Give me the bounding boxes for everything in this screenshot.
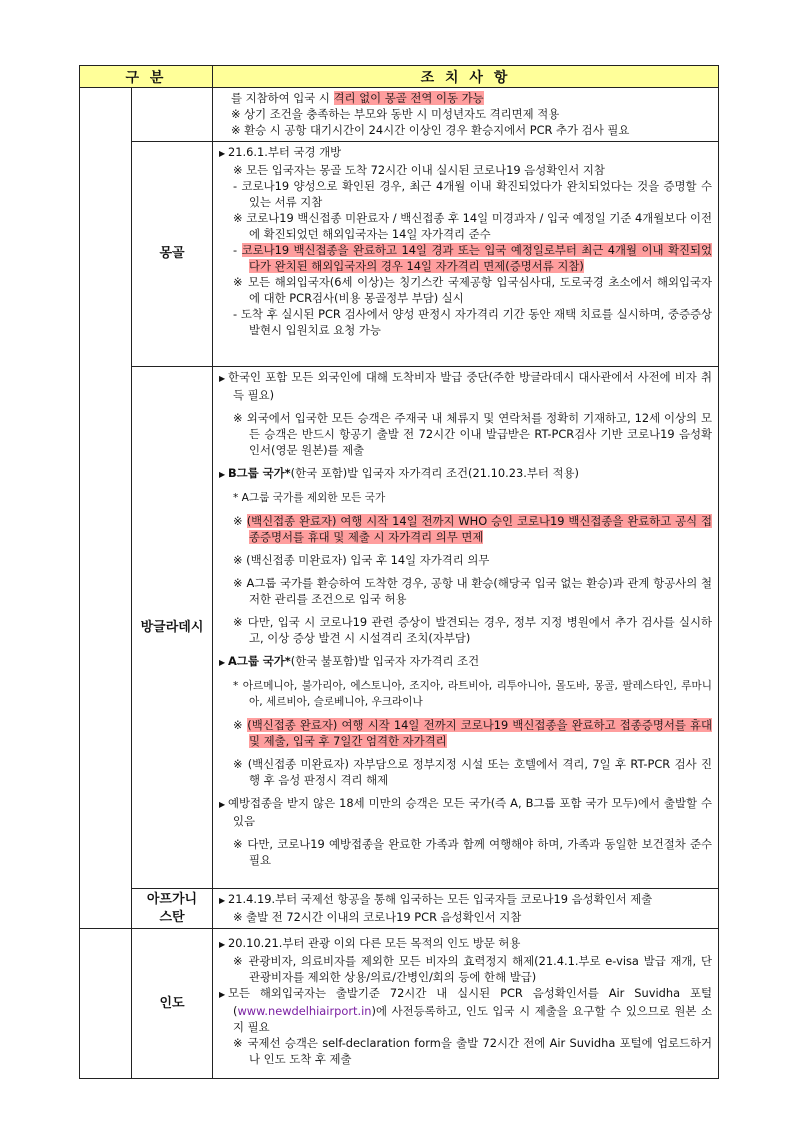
text: - 도착 후 실시된 PCR 검사에서 양성 판정시 자가격리 기간 동안 재택 치료를 실시하며, 중증증상 발현시 입원치료 요청 가능 (233, 307, 712, 337)
region-cell (80, 88, 132, 929)
text: ※ (백신접종 미완료자) 자부담으로 정부지정 시설 또는 호텔에서 격리, 7일 후 RT-PCR 검사 진행 후 음성 판정시 격리 해제 (233, 757, 712, 787)
header-category: 구 분 (80, 66, 213, 88)
table-row-mongolia (80, 142, 719, 367)
text: A그룹 국가* (228, 654, 291, 668)
text: ※ (백신접종 미완료자) 입국 후 14일 자가격리 의무 (233, 553, 490, 567)
text: - 코로나19 양성으로 확인된 경우, 최근 4개월 이내 확진되었다가 완치되었다는 것을 증명할 수 있는 서류 지참 (233, 179, 712, 209)
country-afghanistan (132, 889, 213, 929)
table-header (80, 66, 719, 88)
highlight: (백신접종 완료자) 여행 시작 14일 전까지 WHO 승인 코로나19 백신접종을 완료하고 공식 접종증명서를 휴대 및 제출 시 자가격리 의무 면제 (246, 514, 712, 544)
text: ※ 모든 입국자는 몽골 도착 72시간 이내 실시된 코로나19 음성확인서 지참 (233, 163, 605, 177)
text: 한국인 포함 모든 외국인에 대해 도착비자 발급 중단(주한 방글라데시 대사관에서 사전에 비자 취득 필요) (228, 370, 712, 402)
text: * 아르메니아, 불가리아, 에스토니아, 조지아, 라트비아, 리투아니아, 몰도바, 몽골, 팔레스타인, 루마니아, 세르비아, 슬로베니아, 우크라이나 (233, 680, 712, 708)
content-afghanistan (213, 889, 719, 929)
text: (한국 불포함)발 입국자 자가격리 조건 (290, 654, 480, 668)
text: ※ 국제선 승객은 self-declaration form을 출발 72시간 전에 Air Suvidha 포털에 업로드하거나 인도 도착 후 제출 (233, 1036, 712, 1066)
country-mongolia: 몽골 (132, 142, 213, 367)
text: (한국 포함)발 입국자 자가격리 조건(21.10.23.부터 적용) (290, 466, 579, 480)
content-mongolia (213, 142, 719, 367)
text: ※ 상기 조건을 충족하는 부모와 동반 시 미성년자도 격리면제 적용 (231, 107, 560, 121)
triangle-bullet-icon: ▶ (219, 940, 226, 949)
text: ※ 출발 전 72시간 이내의 코로나19 PCR 음성확인서 지참 (233, 910, 522, 924)
text: ※ 다만, 코로나19 예방접종을 완료한 가족과 함께 여행해야 하며, 가족과 동일한 보건절차 준수 필요 (233, 837, 712, 867)
table-row-continuation (80, 88, 719, 142)
region-cell-india (80, 929, 132, 1079)
triangle-bullet-icon: ▶ (219, 374, 226, 383)
text: * A그룹 국가를 제외한 모든 국가 (233, 492, 386, 504)
table-row-bangladesh (80, 367, 719, 889)
highlight: (백신접종 완료자) 여행 시작 14일 전까지 코로나19 백신접종을 완료하고 접종증명서를 휴대 및 제출, 입국 후 7일간 엄격한 자가격리 (247, 718, 713, 748)
text: - (233, 243, 242, 257)
text: ※ (233, 514, 247, 528)
text: ※ 외국에서 입국한 모든 승객은 주재국 내 체류지 및 연락처를 정확히 기재하고, 12세 이상의 모든 승객은 반드시 항공기 출발 전 72시간 이내 발급받은 RT-PCR검사 기반 코로나19 음성확인서(영문 원본)를 제출 (233, 411, 712, 457)
content-india (213, 929, 719, 1079)
country-name-line: 아프가니 (146, 891, 198, 907)
country-cell-continuation (132, 88, 213, 142)
text: ※ 코로나19 백신접종 미완료자 / 백신접종 후 14일 미경과자 / 입국 예정일 기준 4개월보다 이전에 확진되었던 해외입국자는 14일 자가격리 준수 (233, 211, 712, 241)
text: 모든 해외입국자는 출발기준 72시간 내 실시된 PCR 음성확인서를 Air Suvidha 포털( (228, 986, 712, 1018)
triangle-bullet-icon: ▶ (219, 470, 226, 479)
text: 예방접종을 받지 않은 18세 미만의 승객은 모든 국가(즉 A, B그룹 포함 국가 모두)에서 출발할 수 있음 (228, 796, 712, 828)
highlight: 격리 없이 몽골 전역 이동 가능 (333, 91, 484, 105)
text: ※ A그룹 국가를 환승하여 도착한 경우, 공항 내 환승(해당국 입국 없는 환승)과 관계 항공사의 철저한 관리를 조건으로 입국 허용 (233, 576, 712, 606)
text: 를 지참하여 입국 시 (231, 91, 334, 105)
content-bangladesh (213, 367, 719, 889)
triangle-bullet-icon: ▶ (219, 149, 226, 158)
country-india: 인도 (132, 929, 213, 1079)
text: 21.4.19.부터 국제선 항공을 통해 입국하는 모든 입국자들 코로나19 음성확인서 제출 (228, 892, 653, 906)
triangle-bullet-icon: ▶ (219, 896, 226, 905)
highlight: 코로나19 백신접종을 완료하고 14일 경과 또는 입국 예정일로부터 최근 4개월 이내 확진되었다가 완치된 해외입국자의 경우 14일 자가격리 면제(증명서류 지참) (241, 243, 712, 273)
text: 21.6.1.부터 국경 개방 (228, 145, 342, 159)
triangle-bullet-icon: ▶ (219, 990, 226, 999)
text: ※ (233, 718, 248, 732)
country-bangladesh: 방글라데시 (132, 367, 213, 889)
text: ※ 모든 해외입국자(6세 이상)는 칭기스칸 국제공항 입국심사대, 도로국경 초소에서 해외입국자에 대한 PCR검사(비용 몽골정부 부담) 실시 (233, 275, 712, 305)
airport-link[interactable]: www.newdelhiairport.in (237, 1004, 372, 1018)
text: ※ 환승 시 공항 대기시간이 24시간 이상인 경우 환승지에서 PCR 추가 검사 필요 (231, 123, 630, 137)
table-row-afghanistan (80, 889, 719, 929)
text: B그룹 국가* (228, 466, 291, 480)
measures-table (79, 65, 719, 1079)
country-name-line: 스탄 (159, 909, 185, 925)
triangle-bullet-icon: ▶ (219, 658, 226, 667)
text: ※ 다만, 입국 시 코로나19 관련 증상이 발견되는 경우, 정부 지정 병원에서 추가 검사를 실시하고, 이상 증상 발견 시 시설격리 조치(자부담) (233, 615, 712, 645)
text: ※ 관광비자, 의료비자를 제외한 모든 비자의 효력정지 해제(21.4.1.부로 e-visa 발급 재개, 단 관광비자를 제외한 상용/의료/간병인/회의 등에 한해 발급) (233, 954, 712, 984)
text: 20.10.21.부터 관광 이외 다른 모든 목적의 인도 방문 허용 (228, 936, 521, 950)
text: )에 사전등록하고, 인도 입국 시 제출을 요구할 수 있으므로 원본 소지 필요 (233, 1004, 712, 1034)
table-row-india (80, 929, 719, 1079)
content-continuation (213, 88, 719, 142)
triangle-bullet-icon: ▶ (219, 800, 226, 809)
header-measures: 조 치 사 항 (213, 66, 719, 88)
